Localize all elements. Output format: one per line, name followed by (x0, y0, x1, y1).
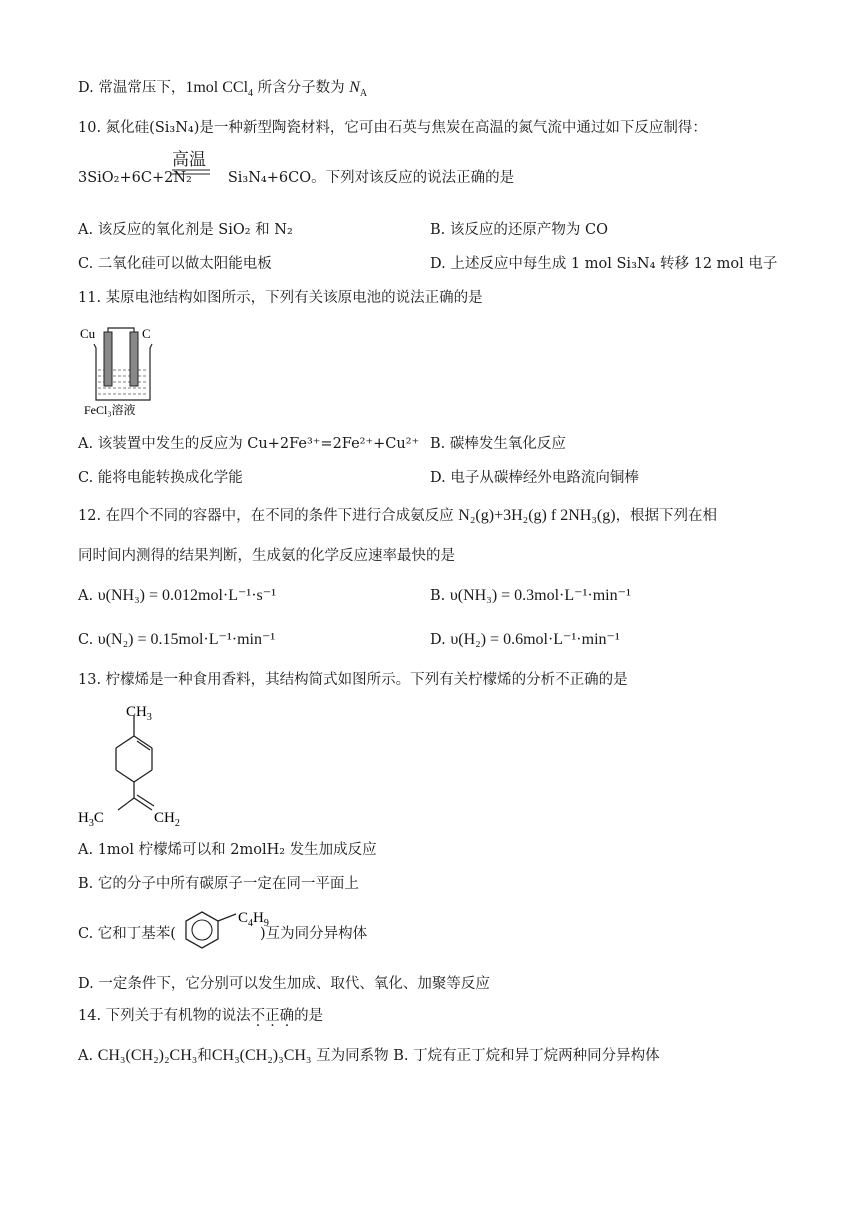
q14-emph-3: 确 (279, 1008, 295, 1024)
q10-option-a: A. 该反应的氧化剂是 SiO₂ 和 N₂ (78, 222, 293, 238)
q10-equation (78, 168, 514, 188)
q9d-na: N (349, 79, 360, 96)
q14-stem-pre: 14. 下列关于有机物的说法 (78, 1008, 251, 1024)
q14-a-tail: 互为同系物 (316, 1048, 389, 1064)
q14-stem-post: 的是 (294, 1008, 324, 1024)
q12-stem-line1 (78, 506, 717, 526)
fig-c-label: C (142, 326, 151, 341)
q14-a-formula2: CH₃(CH₂)₃CH₃ (211, 1047, 312, 1064)
q13-limonene-structure (78, 696, 208, 832)
q11-option-a: A. 该装置中发生的反应为 Cu+2Fe³⁺=2Fe²⁺+Cu²⁺ (78, 436, 420, 452)
q12-stem-line2: 同时间内测得的结果判断，生成氨的化学反应速率最快的是 (78, 548, 455, 564)
q12-b-label: B. (430, 588, 446, 604)
fig-cu-label: Cu (80, 326, 96, 341)
q11-option-b: B. 碳棒发生氧化反应 (430, 436, 566, 452)
q9-option-d (78, 78, 367, 98)
q11-battery-figure (78, 318, 178, 418)
fig-solution-label: FeCl₃溶液 (84, 403, 136, 417)
q9d-na-sub: A (359, 88, 368, 100)
q9d-mid: 所含分子数为 (253, 80, 350, 96)
q14-option-b: B. 丁烷有正丁烷和异丁烷两种同分异构体 (393, 1048, 660, 1064)
q10-lhs: 3SiO₂+6C+2N₂ (78, 170, 192, 186)
q12-d-label: D. (430, 632, 446, 648)
q12-option-c (78, 630, 275, 650)
q10-option-d: D. 上述反应中每生成 1 mol Si₃N₄ 转移 12 mol 电子 (430, 256, 778, 272)
q12-option-b (430, 586, 631, 606)
q10-stem: 10. 氮化硅(Si₃N₄)是一种新型陶瓷材料，它可由石英与焦炭在高温的氮气流中通过如下反应制得： (78, 120, 707, 136)
q13-stem: 13. 柠檬烯是一种食用香料，其结构简式如图所示。下列有关柠檬烯的分析不正确的是 (78, 672, 628, 688)
c-electrode (130, 332, 138, 386)
q13-c-post: )互为同分异构体 (259, 926, 368, 942)
q14-a-and: 和 (197, 1048, 212, 1064)
q9d-prefix: D. 常温常压下， (78, 80, 186, 96)
q10-tail: 。下列对该反应的说法正确的是 (311, 170, 515, 186)
q10-rhs: Si₃N₄+6CO (227, 170, 312, 186)
q11-option-c: C. 能将电能转换成化学能 (78, 470, 243, 486)
q12-stem-pre: 12. 在四个不同的容器中，在不同的条件下进行合成氨反应 (78, 508, 459, 524)
q12-option-a (78, 586, 276, 606)
q9d-formula: 1mol CCl (185, 79, 249, 96)
q14-emph-1: 不 (250, 1008, 266, 1024)
q12-option-d (430, 630, 620, 650)
fig-c4h9: $C_4H_9$ (238, 910, 269, 929)
q10-option-b: B. 该反应的还原产物为 CO (430, 222, 608, 238)
q14-stem (78, 1006, 323, 1026)
q14-a-label: A. (78, 1048, 94, 1064)
q11-stem: 11. 某原电池结构如图所示，下列有关该原电池的说法正确的是 (78, 290, 483, 306)
q11-option-d: D. 电子从碳棒经外电路流向铜棒 (430, 470, 639, 486)
q12-reaction: N₂(g)+3H₂(g) f 2NH₃(g) (458, 507, 616, 524)
q9d-formula-sub: 4 (248, 88, 254, 100)
q12-d-expr: υ(H₂) = 0.6mol·L⁻¹·min⁻¹ (450, 631, 620, 648)
q12-a-expr: υ(NH₃) = 0.012mol·L⁻¹·s⁻¹ (97, 587, 277, 604)
q12-a-label: A. (78, 588, 94, 604)
q10-option-c: C. 二氧化硅可以做太阳能电板 (78, 256, 272, 272)
fig-h3c: $H_3C$ (78, 810, 104, 829)
q14-a-formula1: CH₃(CH₂)₂CH₃ (97, 1047, 198, 1064)
q13-option-d: D. 一定条件下，它分别可以发生加成、取代、氧化、加聚等反应 (78, 976, 490, 992)
q13-option-b: B. 它的分子中所有碳原子一定在同一平面上 (78, 876, 359, 892)
fig-ch2: $CH_2$ (154, 810, 180, 829)
q13-option-a: A. 1mol 柠檬烯可以和 2molH₂ 发生加成反应 (78, 842, 377, 858)
q10-condition: 高温 (172, 150, 206, 170)
q12-b-expr: υ(NH₃) = 0.3mol·L⁻¹·min⁻¹ (449, 587, 631, 604)
q12-stem-post: ，根据下列在相 (615, 508, 718, 524)
q14-option-a (78, 1046, 660, 1066)
q13-c-pre: C. 它和丁基苯( (78, 926, 176, 942)
q12-c-expr: υ(N₂) = 0.15mol·L⁻¹·min⁻¹ (97, 631, 276, 648)
fig-ch3-top: $CH_3$ (126, 704, 152, 723)
q13-butylbenzene-figure (182, 906, 272, 956)
cu-electrode (104, 332, 112, 386)
q12-c-label: C. (78, 632, 94, 648)
q14-emph-2: 正 (265, 1008, 280, 1024)
